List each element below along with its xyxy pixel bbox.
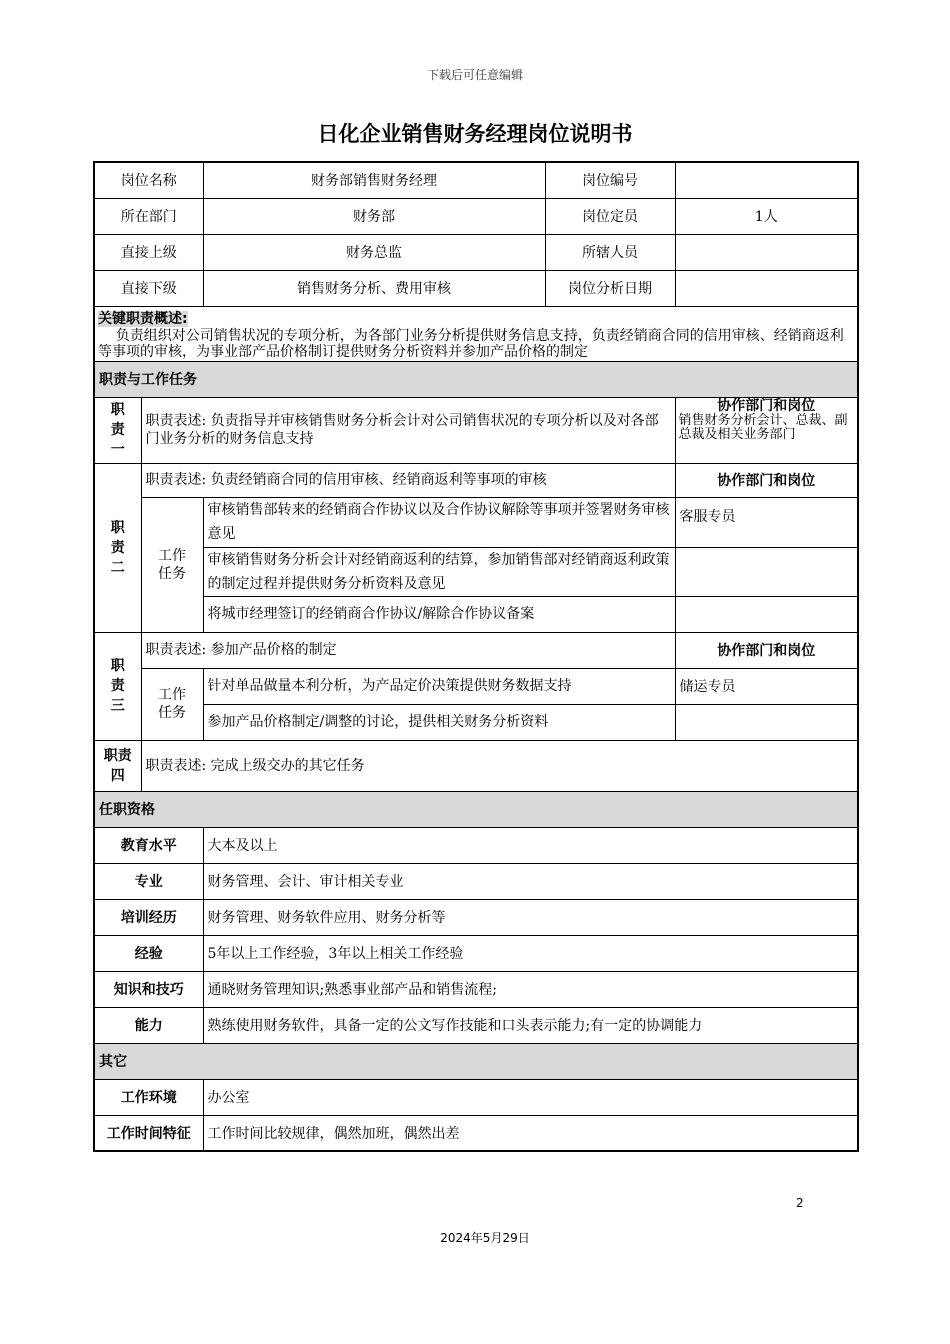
duty-3-task-2: 参加产品价格制定/调整的讨论，提供相关财务分析资料 bbox=[203, 704, 675, 740]
position-name-value: 财务部销售财务经理 bbox=[203, 162, 545, 198]
qualification-value: 5年以上工作经验，3年以上相关工作经验 bbox=[203, 935, 858, 971]
row-subordinate bbox=[94, 270, 858, 306]
duty-2-description: 职责表述: 负责经销商合同的信用审核、经销商返利等事项的审核 bbox=[141, 463, 675, 497]
duty-2-task-3-collab bbox=[675, 596, 858, 632]
duty-3-task-label: 工作任务 bbox=[141, 668, 203, 740]
other-value: 办公室 bbox=[203, 1079, 858, 1115]
duty-3-description: 职责表述: 参加产品价格的制定 bbox=[141, 632, 675, 668]
qualification-label: 能力 bbox=[94, 1007, 203, 1043]
qualification-value: 大本及以上 bbox=[203, 827, 858, 863]
row-duty-2-task-2 bbox=[94, 547, 858, 596]
other-row bbox=[94, 1079, 858, 1115]
row-superior bbox=[94, 234, 858, 270]
qualification-value: 通晓财务管理知识;熟悉事业部产品和销售流程; bbox=[203, 971, 858, 1007]
row-duty-1 bbox=[94, 397, 858, 463]
document-title: 日化企业销售财务经理岗位说明书 bbox=[317, 122, 633, 146]
row-duty-3-task-2 bbox=[94, 704, 858, 740]
department-value: 财务部 bbox=[203, 198, 545, 234]
duty-2-label: 职责二 bbox=[94, 463, 141, 632]
duty-1-collab-cell bbox=[675, 397, 858, 463]
other-section-title: 其它 bbox=[94, 1043, 858, 1079]
job-description-table bbox=[93, 161, 859, 1152]
duty-2-task-3: 将城市经理签订的经销商合作协议/解除合作协议备案 bbox=[203, 596, 675, 632]
duties-section-title: 职责与工作任务 bbox=[94, 361, 858, 397]
row-duty-3-task-1 bbox=[94, 668, 858, 704]
qualification-row bbox=[94, 863, 858, 899]
qualification-row bbox=[94, 899, 858, 935]
position-no-label: 岗位编号 bbox=[545, 162, 675, 198]
duty-3-task-2-collab bbox=[675, 704, 858, 740]
superior-label: 直接上级 bbox=[94, 234, 203, 270]
duty-2-task-1-collab: 客服专员 bbox=[675, 497, 858, 547]
other-value: 工作时间比较规律，偶然加班，偶然出差 bbox=[203, 1115, 858, 1151]
duty-1-collab: 销售财务分析会计、总裁、副总裁及相关业务部门 bbox=[678, 412, 848, 442]
duty-2-task-label: 工作任务 bbox=[141, 497, 203, 632]
duty-1-label: 职责一 bbox=[94, 397, 141, 463]
subordinates-count-value bbox=[675, 234, 858, 270]
page-number: 2 bbox=[796, 1196, 804, 1210]
duty-2-task-2: 审核销售财务分析会计对经销商返利的结算，参加销售部对经销商返利政策的制定过程并提供财务分析资料及意见 bbox=[203, 547, 675, 596]
duty-2-collab-header: 协作部门和岗位 bbox=[675, 463, 858, 497]
row-duty-3-desc bbox=[94, 632, 858, 668]
superior-value: 财务总监 bbox=[203, 234, 545, 270]
row-position-name bbox=[94, 162, 858, 198]
row-summary bbox=[94, 306, 858, 361]
row-duty-2-task-1 bbox=[94, 497, 858, 547]
other-label: 工作时间特征 bbox=[94, 1115, 203, 1151]
row-duty-2-task-3 bbox=[94, 596, 858, 632]
duty-1-collab-header: 协作部门和岗位 bbox=[717, 397, 816, 414]
qualification-value: 财务管理、财务软件应用、财务分析等 bbox=[203, 899, 858, 935]
row-duty-2-desc bbox=[94, 463, 858, 497]
duty-2-task-2-collab bbox=[675, 547, 858, 596]
duty-4-label bbox=[94, 740, 141, 791]
duty-2-task-1: 审核销售部转来的经销商合作协议以及合作协议解除等事项并签署财务审核意见 bbox=[203, 497, 675, 547]
analysis-date-label: 岗位分析日期 bbox=[545, 270, 675, 306]
subordinate-value: 销售财务分析、费用审核 bbox=[203, 270, 545, 306]
position-name-label: 岗位名称 bbox=[94, 162, 203, 198]
other-row bbox=[94, 1115, 858, 1151]
other-label: 工作环境 bbox=[94, 1079, 203, 1115]
qualification-label: 教育水平 bbox=[94, 827, 203, 863]
qualification-row bbox=[94, 827, 858, 863]
duty-4-description: 职责表述: 完成上级交办的其它任务 bbox=[141, 740, 858, 791]
summary-title: 关键职责概述: bbox=[98, 310, 188, 327]
duty-1-description: 职责表述: 负责指导并审核销售财务分析会计对公司销售状况的专项分析以及对各部门业务分析的财务信息支持 bbox=[141, 397, 675, 463]
row-department bbox=[94, 198, 858, 234]
qualification-label: 知识和技巧 bbox=[94, 971, 203, 1007]
qualification-label: 培训经历 bbox=[94, 899, 203, 935]
summary-cell bbox=[94, 306, 858, 361]
duty-3-label: 职责三 bbox=[94, 632, 141, 740]
duty-3-collab-header: 协作部门和岗位 bbox=[675, 632, 858, 668]
subordinate-label: 直接下级 bbox=[94, 270, 203, 306]
analysis-date-value bbox=[675, 270, 858, 306]
qualification-row bbox=[94, 935, 858, 971]
headcount-label: 岗位定员 bbox=[545, 198, 675, 234]
headcount-value: 1人 bbox=[675, 198, 858, 234]
duty-4-label-line-2: 四 bbox=[110, 767, 125, 784]
footer-date: 2024年5月29日 bbox=[440, 1231, 530, 1245]
row-duty-4 bbox=[94, 740, 858, 791]
duty-3-task-1: 针对单品做量本利分析，为产品定价决策提供财务数据支持 bbox=[203, 668, 675, 704]
header-note: 下载后可任意编辑 bbox=[426, 68, 523, 82]
row-other-section bbox=[94, 1043, 858, 1079]
qualification-row bbox=[94, 1007, 858, 1043]
qualification-label: 经验 bbox=[94, 935, 203, 971]
qualifications-section-title: 任职资格 bbox=[94, 791, 858, 827]
subordinates-count-label: 所辖人员 bbox=[545, 234, 675, 270]
qualification-label: 专业 bbox=[94, 863, 203, 899]
row-duties-section bbox=[94, 361, 858, 397]
row-qualifications-section bbox=[94, 791, 858, 827]
summary-text: 负责组织对公司销售状况的专项分析，为各部门业务分析提供财务信息支持，负责经销商合同的信用审核、经销商返利等事项的审核，为事业部产品价格制订提供财务分析资料并参加产品价格的制定 bbox=[98, 327, 844, 360]
qualification-row bbox=[94, 971, 858, 1007]
position-no-value bbox=[675, 162, 858, 198]
duty-4-label-line-1: 职责 bbox=[103, 747, 132, 764]
qualification-value: 财务管理、会计、审计相关专业 bbox=[203, 863, 858, 899]
duty-3-task-1-collab: 储运专员 bbox=[675, 668, 858, 704]
qualification-value: 熟练使用财务软件，具备一定的公文写作技能和口头表示能力;有一定的协调能力 bbox=[203, 1007, 858, 1043]
department-label: 所在部门 bbox=[94, 198, 203, 234]
